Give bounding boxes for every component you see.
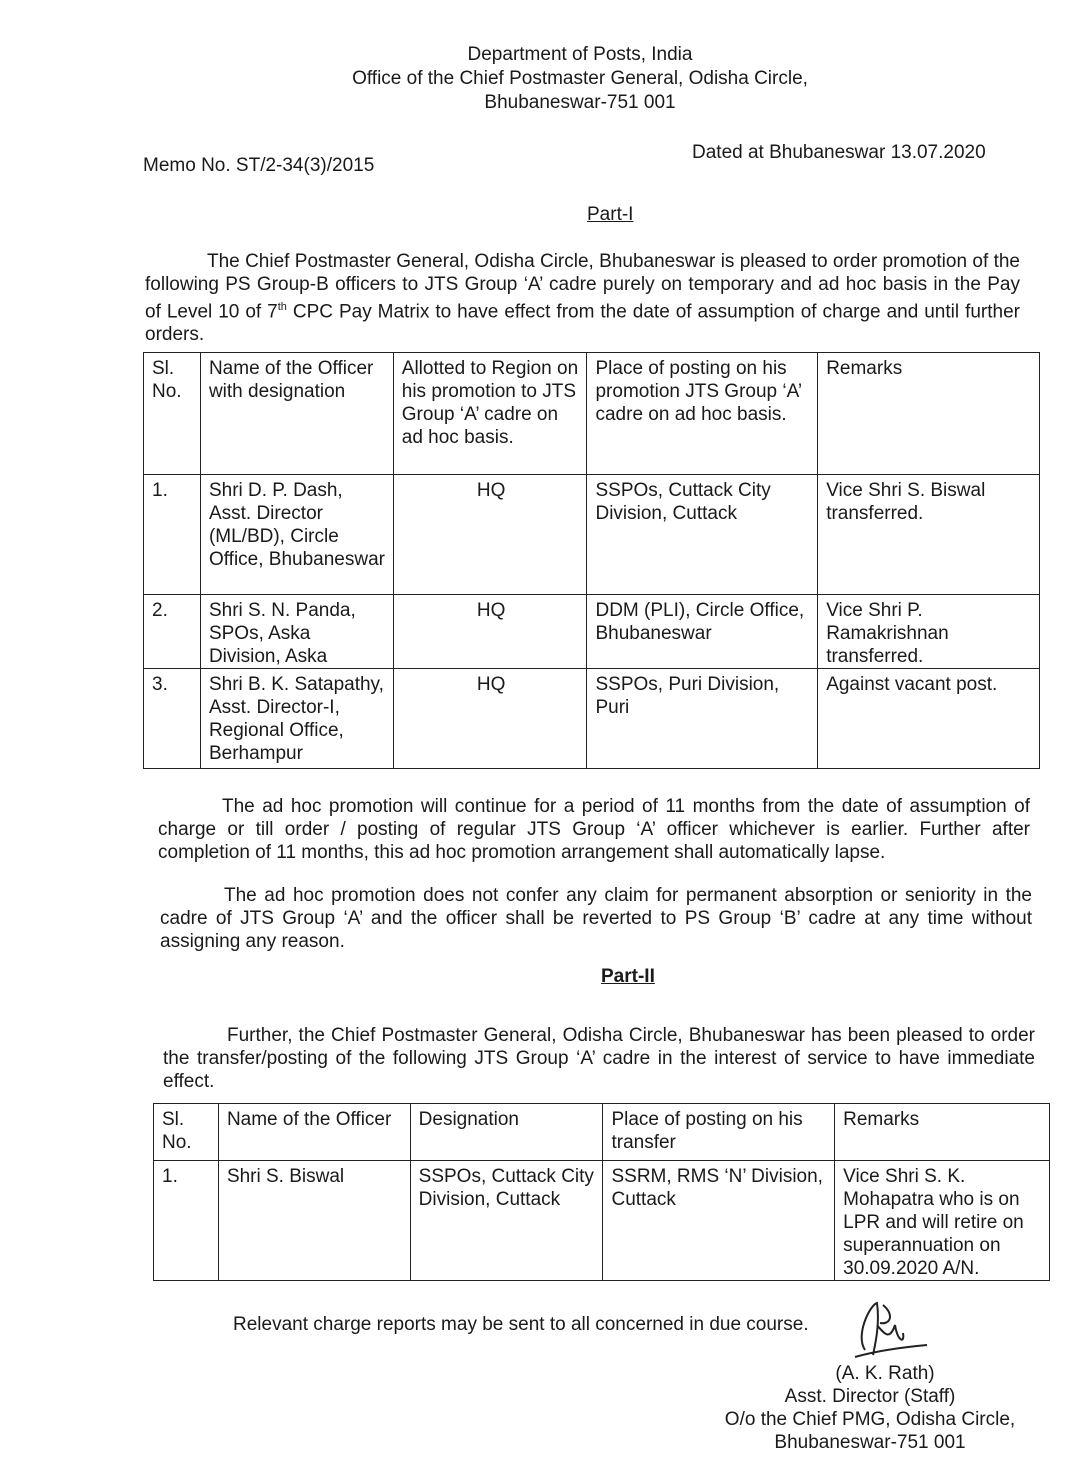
header-cell: Place of posting on his transfer xyxy=(603,1104,835,1161)
superscript: th xyxy=(277,301,287,313)
header-cell: Name of the Officer xyxy=(218,1104,410,1161)
table-header-row xyxy=(144,353,1040,475)
cell: Shri B. K. Satapathy, Asst. Director-I, Regional Office, Berhampur xyxy=(200,669,393,769)
part2-intro: Further, the Chief Postmaster General, Odisha Circle, Bhubaneswar has been pleased to order the transfer/posting of the following JTS Group ‘A’ cadre in the interest of service to have immediate effect. xyxy=(163,1025,1035,1092)
cell: Vice Shri S. Biswal transferred. xyxy=(818,475,1040,595)
table-row xyxy=(144,669,1040,769)
part2-title: Part-II xyxy=(601,966,655,987)
cell: SSRM, RMS ‘N’ Division, Cuttack xyxy=(603,1161,835,1281)
cell: Shri D. P. Dash, Asst. Director (ML/BD), Circle Office, Bhubaneswar xyxy=(200,475,393,595)
department-name: Department of Posts, India xyxy=(467,44,693,65)
cell: 2. xyxy=(144,595,201,669)
cell: DDM (PLI), Circle Office, Bhubaneswar xyxy=(587,595,818,669)
table-header-row xyxy=(154,1104,1050,1161)
cell: HQ xyxy=(393,595,587,669)
office-address: Bhubaneswar-751 001 xyxy=(484,92,676,113)
letterhead xyxy=(300,43,860,115)
signatory-designation: Asst. Director (Staff) xyxy=(784,1386,956,1407)
signatory-block xyxy=(700,1362,1040,1454)
cell: SSPOs, Cuttack City Division, Cuttack xyxy=(587,475,818,595)
header-cell: Sl. No. xyxy=(154,1104,219,1161)
header-cell: Allotted to Region on his promotion to JTS Group ‘A’ cadre on ad hoc basis. xyxy=(393,353,587,475)
signatory-name: (A. K. Rath) xyxy=(835,1363,935,1384)
cell: 3. xyxy=(144,669,201,769)
memo-date: Dated at Bhubaneswar 13.07.2020 xyxy=(692,142,986,163)
part1-title: Part-I xyxy=(587,204,634,225)
cell: Vice Shri S. K. Mohapatra who is on LPR and will retire on superannuation on 30.09.2020 A/N. xyxy=(835,1161,1050,1281)
table-row xyxy=(154,1161,1050,1281)
header-cell: Sl. No. xyxy=(144,353,201,475)
table-row xyxy=(144,595,1040,669)
cell: Shri S. Biswal xyxy=(218,1161,410,1281)
cell: Against vacant post. xyxy=(818,669,1040,769)
header-cell: Remarks xyxy=(818,353,1040,475)
header-cell: Name of the Officer with designation xyxy=(200,353,393,475)
para-duration: The ad hoc promotion will continue for a period of 11 months from the date of assumption of charge or till order / posting of regular JTS Group ‘A’ officer whichever is earlier. Further after completion of 11 months, this ad hoc promotion arrangement shall automatically lapse. xyxy=(158,796,1030,863)
cell: 1. xyxy=(154,1161,219,1281)
cell: Vice Shri P. Ramakrishnan transferred. xyxy=(818,595,1040,669)
transfer-table xyxy=(153,1103,1050,1281)
promotion-table xyxy=(143,352,1040,769)
cell: Shri S. N. Panda, SPOs, Aska Division, Aska xyxy=(200,595,393,669)
office-name: Office of the Chief Postmaster General, Odisha Circle, xyxy=(352,68,808,89)
cell: SSPOs, Puri Division, Puri xyxy=(587,669,818,769)
closing-line: Relevant charge reports may be sent to all concerned in due course. xyxy=(233,1314,809,1335)
header-cell: Remarks xyxy=(835,1104,1050,1161)
signatory-city: Bhubaneswar-751 001 xyxy=(774,1432,966,1453)
header-cell: Designation xyxy=(410,1104,603,1161)
signatory-office: O/o the Chief PMG, Odisha Circle, xyxy=(724,1409,1016,1430)
intro-text-cont: CPC Pay Matrix to have effect from the date of assumption of charge and until further orders. xyxy=(145,301,1020,346)
memo-number: Memo No. ST/2-34(3)/2015 xyxy=(143,155,375,176)
table-row xyxy=(144,475,1040,595)
part1-intro xyxy=(145,250,1020,346)
header-cell: Place of posting on his promotion JTS Group ‘A’ cadre on ad hoc basis. xyxy=(587,353,818,475)
cell: 1. xyxy=(144,475,201,595)
cell: HQ xyxy=(393,669,587,769)
para-no-claim: The ad hoc promotion does not confer any claim for permanent absorption or seniority in the cadre of JTS Group ‘A’ and the officer shall be reverted to PS Group ‘B’ cadre at any time without assigning any reason. xyxy=(160,885,1032,952)
cell: HQ xyxy=(393,475,587,595)
intro-text: The Chief Postmaster General, Odisha Circle, Bhubaneswar is pleased to order promotion of the following PS Group-B officers to JTS Group ‘A’ cadre purely on temporary and ad hoc basis in the Pay of Level 10 of 7 xyxy=(145,251,1020,323)
cell: SSPOs, Cuttack City Division, Cuttack xyxy=(410,1161,603,1281)
